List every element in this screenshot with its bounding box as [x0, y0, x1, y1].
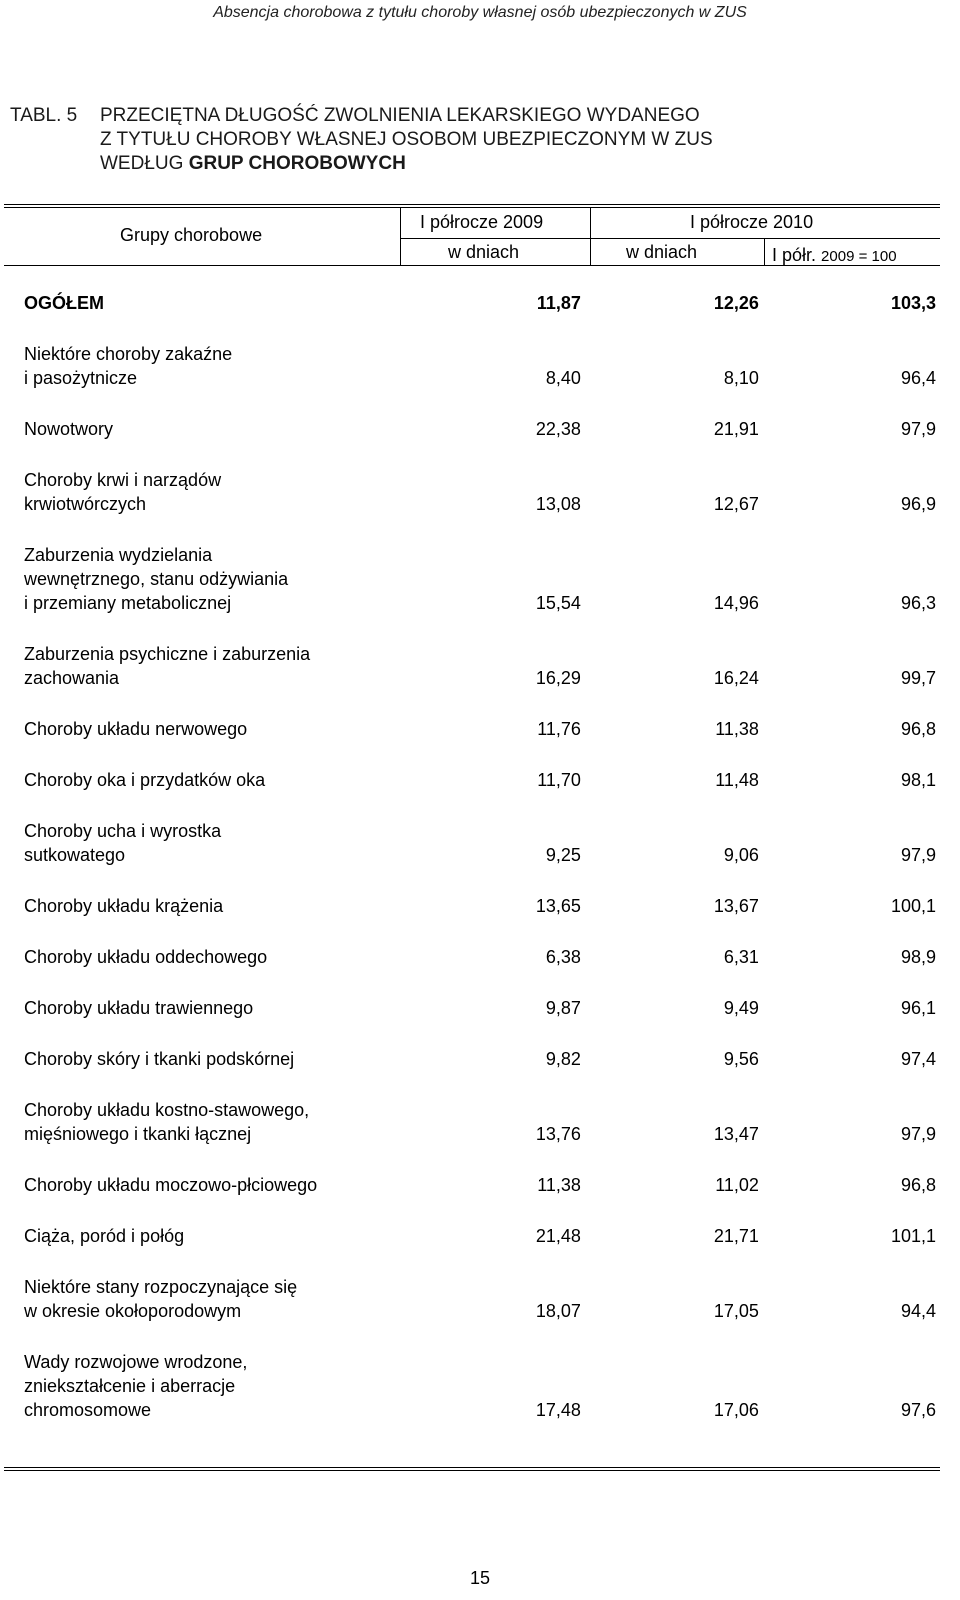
value-2009-days: 17,48: [535, 1400, 581, 1420]
table-row: [4, 690, 940, 741]
value-index: 97,9: [900, 419, 936, 439]
value-2010-days: 11,38: [715, 719, 759, 739]
table-row: [4, 315, 940, 390]
value-2009-days: 13,76: [535, 1124, 581, 1144]
row-label-line: Choroby oka i przydatków oka: [24, 770, 266, 790]
value-index: 97,4: [900, 1049, 936, 1069]
value-index: 100,1: [890, 896, 936, 916]
value-2009-days: 13,65: [535, 896, 581, 916]
row-label-line: i pasożytnicze: [24, 368, 138, 388]
title-line-3-bold: GRUP CHOROBOWYCH: [188, 153, 406, 174]
value-index: 96,3: [900, 593, 936, 613]
title-line-1: PRZECIĘTNA DŁUGOŚĆ ZWOLNIENIA LEKARSKIEGO WYDANEGO: [100, 105, 700, 126]
row-label-line: Wady rozwojowe wrodzone,: [24, 1352, 248, 1372]
value-index: 96,4: [900, 368, 936, 388]
bottom-rule: [4, 1467, 940, 1468]
row-label-line: Choroby krwi i narządów: [24, 470, 222, 490]
value-2010-days: 21,91: [713, 419, 759, 439]
value-2010-days: 11,02: [715, 1175, 759, 1195]
value-index: 96,9: [900, 494, 936, 514]
value-2009-days: 18,07: [535, 1301, 581, 1321]
value-2010-days: 13,47: [713, 1124, 759, 1144]
header-grupy-chorobowe: Grupy chorobowe: [120, 225, 263, 245]
data-table: [4, 266, 940, 1422]
row-label: [4, 390, 453, 441]
table-row: [4, 918, 940, 969]
value-2009-days: 16,29: [535, 668, 581, 688]
row-label: [4, 615, 453, 690]
row-label-line: Niektóre stany rozpoczynające się: [24, 1277, 298, 1297]
table-row: [4, 615, 940, 690]
row-label-line: Choroby ucha i wyrostka: [24, 821, 222, 841]
value-2009-days: 11,38: [537, 1175, 581, 1195]
row-label-line: Zaburzenia psychiczne i zaburzenia: [24, 644, 311, 664]
value-2010-days: 21,71: [713, 1226, 759, 1246]
table-row: [4, 867, 940, 918]
header-h1-2009: I półrocze 2009: [420, 212, 544, 232]
value-2009-days: 9,25: [545, 845, 581, 865]
value-2010-days: 9,06: [723, 845, 759, 865]
row-label-line: sutkowatego: [24, 845, 126, 865]
header-divider-3: [764, 239, 765, 266]
row-label: [4, 792, 453, 867]
table-row: [4, 1071, 940, 1146]
top-rule-double: [4, 207, 940, 208]
value-index: 97,9: [900, 845, 936, 865]
row-label-line: w okresie okołoporodowym: [24, 1301, 242, 1321]
value-2010-days: 12,26: [713, 293, 759, 313]
value-2010-days: 13,67: [713, 896, 759, 916]
row-label-line: krwiotwórczych: [24, 494, 147, 514]
table-row: [4, 1146, 940, 1197]
row-label-line: Choroby układu nerwowego: [24, 719, 248, 739]
title-line-3-regular: WEDŁUG: [100, 153, 184, 174]
row-label: [4, 1197, 453, 1248]
value-2009-days: 15,54: [535, 593, 581, 613]
row-label-line: Choroby układu krążenia: [24, 896, 224, 916]
table-label: TABL. 5: [10, 105, 78, 126]
header-divider-1: [400, 208, 401, 266]
value-index: 97,9: [900, 1124, 936, 1144]
row-label: [4, 1323, 453, 1422]
value-2009-days: 6,38: [545, 947, 581, 967]
row-label-line: zachowania: [24, 668, 120, 688]
row-label-line: Nowotwory: [24, 419, 114, 439]
value-index: 99,7: [900, 668, 936, 688]
header-index-base-b: 2009 = 100: [821, 248, 897, 265]
value-2009-days: 22,38: [535, 419, 581, 439]
row-label-line: zniekształcenie i aberracje: [24, 1376, 236, 1396]
running-header: Absencja chorobowa z tytułu choroby własnej osób ubezpieczonych w ZUS: [213, 4, 747, 21]
header-middle-rule: [400, 238, 940, 239]
table-row: [4, 969, 940, 1020]
value-2010-days: 17,06: [713, 1400, 759, 1420]
row-label: [4, 918, 453, 969]
value-2009-days: 13,08: [535, 494, 581, 514]
row-label-line: mięśniowego i tkanki łącznej: [24, 1124, 252, 1144]
table-row-total: [4, 266, 940, 315]
value-2010-days: 17,05: [713, 1301, 759, 1321]
value-index: 96,1: [900, 998, 936, 1018]
row-label-line: Choroby układu kostno-stawowego,: [24, 1100, 310, 1120]
header-index-base-a: I półr.: [772, 245, 817, 265]
row-label-line: Choroby skóry i tkanki podskórnej: [24, 1049, 295, 1069]
value-index: 96,8: [900, 1175, 936, 1195]
row-label: [4, 1071, 453, 1146]
table-row: [4, 792, 940, 867]
table-row: [4, 1323, 940, 1422]
value-2010-days: 12,67: [713, 494, 759, 514]
row-label-line: Niektóre choroby zakaźne: [24, 344, 233, 364]
row-label: [4, 315, 453, 390]
table-row: [4, 1020, 940, 1071]
row-label-line: Choroby układu oddechowego: [24, 947, 268, 967]
value-2010-days: 11,48: [715, 770, 759, 790]
row-label: [4, 266, 453, 315]
value-2010-days: 14,96: [713, 593, 759, 613]
header-index-base: [772, 245, 897, 266]
row-label-line: wewnętrznego, stanu odżywiania: [24, 569, 289, 589]
value-2010-days: 6,31: [723, 947, 759, 967]
table-row: [4, 741, 940, 792]
page-number: 15: [469, 1568, 491, 1588]
row-label-line: OGÓŁEM: [24, 293, 104, 313]
data-body: [4, 266, 940, 1422]
row-label: [4, 969, 453, 1020]
value-2009-days: 11,87: [536, 293, 581, 313]
table-row: [4, 441, 940, 516]
bottom-rule-double: [4, 1470, 940, 1471]
row-label: [4, 516, 453, 615]
table-title: [10, 104, 940, 176]
value-2009-days: 8,40: [545, 368, 581, 388]
row-label-line: Ciąża, poród i połóg: [24, 1226, 185, 1246]
header-w-dniach-2010: w dniach: [626, 242, 698, 262]
value-index: 98,1: [900, 770, 936, 790]
row-label-line: Choroby układu moczowo-płciowego: [24, 1175, 318, 1195]
table-row: [4, 1197, 940, 1248]
value-index: 97,6: [900, 1400, 936, 1420]
table-row: [4, 1248, 940, 1323]
value-2010-days: 8,10: [723, 368, 759, 388]
row-label: [4, 867, 453, 918]
header-w-dniach-2009: w dniach: [448, 242, 520, 262]
title-line-2: Z TYTUŁU CHOROBY WŁASNEJ OSOBOM UBEZPIECZONYM W ZUS: [100, 129, 713, 150]
top-rule: [4, 204, 940, 205]
value-index: 98,9: [900, 947, 936, 967]
row-label: [4, 1020, 453, 1071]
row-label: [4, 1146, 453, 1197]
value-index: 101,1: [890, 1226, 936, 1246]
value-2009-days: 9,82: [545, 1049, 581, 1069]
value-index: 94,4: [900, 1301, 936, 1321]
row-label-line: chromosomowe: [24, 1400, 152, 1420]
row-label-line: Zaburzenia wydzielania: [24, 545, 213, 565]
row-label: [4, 441, 453, 516]
title-line-3: [100, 152, 940, 176]
header-h1-2010: I półrocze 2010: [690, 212, 814, 232]
value-2010-days: 16,24: [713, 668, 759, 688]
value-2009-days: 9,87: [545, 998, 581, 1018]
table-row: [4, 390, 940, 441]
row-label-line: i przemiany metabolicznej: [24, 593, 232, 613]
table-row: [4, 516, 940, 615]
row-label: [4, 741, 453, 792]
row-label-line: Choroby układu trawiennego: [24, 998, 254, 1018]
value-2010-days: 9,56: [723, 1049, 759, 1069]
row-label: [4, 1248, 453, 1323]
value-index: 96,8: [900, 719, 936, 739]
value-2009-days: 11,76: [537, 719, 581, 739]
row-label: [4, 690, 453, 741]
header-divider-2: [590, 208, 591, 266]
value-2009-days: 11,70: [537, 770, 581, 790]
value-2009-days: 21,48: [535, 1226, 581, 1246]
value-index: 103,3: [890, 293, 936, 313]
value-2010-days: 9,49: [723, 998, 759, 1018]
